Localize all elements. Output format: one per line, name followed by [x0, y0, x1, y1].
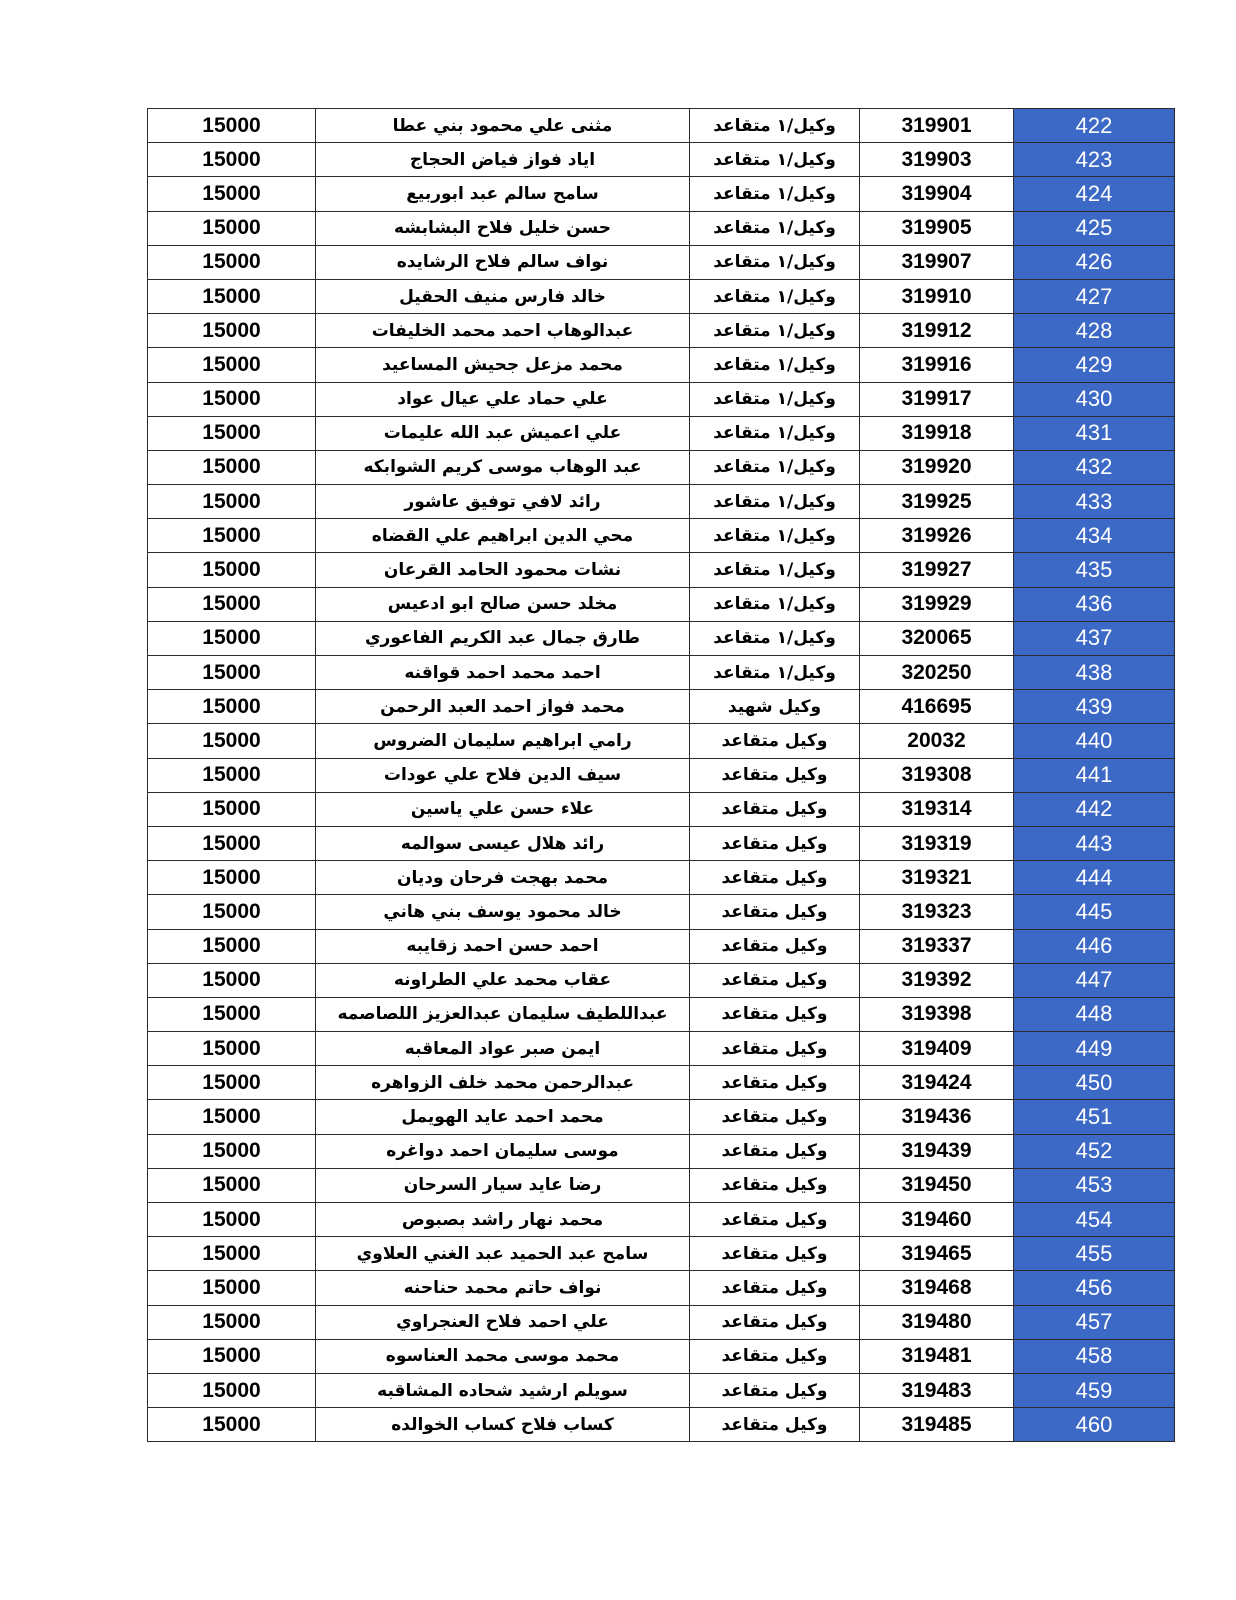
- name-cell: مثنى علي محمود بني عطا: [316, 109, 690, 143]
- id-number-cell: 319926: [860, 519, 1014, 553]
- sequence-number-cell: 439: [1014, 690, 1175, 724]
- table-row: [148, 792, 1175, 826]
- table-row: [148, 1134, 1175, 1168]
- amount-cell: 15000: [148, 1203, 316, 1237]
- rank-cell: وكيل متقاعد: [690, 1305, 860, 1339]
- name-cell: سويلم ارشيد شحاده المشاقبه: [316, 1373, 690, 1407]
- rank-cell: وكيل متقاعد: [690, 1032, 860, 1066]
- table-row: [148, 587, 1175, 621]
- name-cell: نواف حاتم محمد حناحنه: [316, 1271, 690, 1305]
- amount-cell: 15000: [148, 997, 316, 1031]
- name-cell: رائد لافي توفيق عاشور: [316, 485, 690, 519]
- table-row: [148, 826, 1175, 860]
- table-row: [148, 416, 1175, 450]
- id-number-cell: 319308: [860, 758, 1014, 792]
- amount-cell: 15000: [148, 963, 316, 997]
- amount-cell: 15000: [148, 758, 316, 792]
- table-row: [148, 1100, 1175, 1134]
- rank-cell: وكيل متقاعد: [690, 861, 860, 895]
- id-number-cell: 319485: [860, 1408, 1014, 1442]
- amount-cell: 15000: [148, 861, 316, 895]
- amount-cell: 15000: [148, 382, 316, 416]
- name-cell: عقاب محمد علي الطراونه: [316, 963, 690, 997]
- amount-cell: 15000: [148, 211, 316, 245]
- sequence-number-cell: 458: [1014, 1339, 1175, 1373]
- name-cell: خالد فارس منيف الحقيل: [316, 279, 690, 313]
- rank-cell: وكيل/١ متقاعد: [690, 348, 860, 382]
- id-number-cell: 319483: [860, 1373, 1014, 1407]
- sequence-number-cell: 423: [1014, 143, 1175, 177]
- amount-cell: 15000: [148, 895, 316, 929]
- id-number-cell: 319436: [860, 1100, 1014, 1134]
- name-cell: موسى سليمان احمد دواغره: [316, 1134, 690, 1168]
- name-cell: حسن خليل فلاح البشابشه: [316, 211, 690, 245]
- sequence-number-cell: 425: [1014, 211, 1175, 245]
- amount-cell: 15000: [148, 348, 316, 382]
- rank-cell: وكيل/١ متقاعد: [690, 587, 860, 621]
- sequence-number-cell: 438: [1014, 656, 1175, 690]
- table-row: [148, 690, 1175, 724]
- name-cell: محي الدين ابراهيم علي القضاه: [316, 519, 690, 553]
- sequence-number-cell: 422: [1014, 109, 1175, 143]
- roster-body: [148, 109, 1175, 1442]
- amount-cell: 15000: [148, 109, 316, 143]
- rank-cell: وكيل متقاعد: [690, 724, 860, 758]
- amount-cell: 15000: [148, 1100, 316, 1134]
- name-cell: نواف سالم فلاح الرشايده: [316, 245, 690, 279]
- rank-cell: وكيل متقاعد: [690, 1203, 860, 1237]
- table-row: [148, 1066, 1175, 1100]
- sequence-number-cell: 431: [1014, 416, 1175, 450]
- rank-cell: وكيل متقاعد: [690, 895, 860, 929]
- table-row: [148, 109, 1175, 143]
- amount-cell: 15000: [148, 143, 316, 177]
- sequence-number-cell: 436: [1014, 587, 1175, 621]
- name-cell: مخلد حسن صالح ابو ادعيس: [316, 587, 690, 621]
- id-number-cell: 319903: [860, 143, 1014, 177]
- id-number-cell: 320250: [860, 656, 1014, 690]
- name-cell: عبداللطيف سليمان عبدالعزيز اللصاصمه: [316, 997, 690, 1031]
- rank-cell: وكيل/١ متقاعد: [690, 314, 860, 348]
- rank-cell: وكيل متقاعد: [690, 1134, 860, 1168]
- table-row: [148, 143, 1175, 177]
- amount-cell: 15000: [148, 792, 316, 826]
- table-row: [148, 724, 1175, 758]
- sequence-number-cell: 448: [1014, 997, 1175, 1031]
- amount-cell: 15000: [148, 485, 316, 519]
- sequence-number-cell: 433: [1014, 485, 1175, 519]
- sequence-number-cell: 447: [1014, 963, 1175, 997]
- amount-cell: 15000: [148, 724, 316, 758]
- sequence-number-cell: 444: [1014, 861, 1175, 895]
- name-cell: رضا عايد سيار السرحان: [316, 1168, 690, 1202]
- sequence-number-cell: 430: [1014, 382, 1175, 416]
- sequence-number-cell: 453: [1014, 1168, 1175, 1202]
- amount-cell: 15000: [148, 314, 316, 348]
- sequence-number-cell: 455: [1014, 1237, 1175, 1271]
- sequence-number-cell: 459: [1014, 1373, 1175, 1407]
- id-number-cell: 319904: [860, 177, 1014, 211]
- name-cell: احمد حسن احمد زقايبه: [316, 929, 690, 963]
- rank-cell: وكيل/١ متقاعد: [690, 211, 860, 245]
- table-row: [148, 929, 1175, 963]
- table-row: [148, 1168, 1175, 1202]
- rank-cell: وكيل/١ متقاعد: [690, 485, 860, 519]
- rank-cell: وكيل متقاعد: [690, 758, 860, 792]
- sequence-number-cell: 440: [1014, 724, 1175, 758]
- id-number-cell: 319450: [860, 1168, 1014, 1202]
- amount-cell: 15000: [148, 1237, 316, 1271]
- table-row: [148, 1203, 1175, 1237]
- id-number-cell: 319323: [860, 895, 1014, 929]
- id-number-cell: 319905: [860, 211, 1014, 245]
- name-cell: محمد بهجت فرحان وديان: [316, 861, 690, 895]
- rank-cell: وكيل/١ متقاعد: [690, 177, 860, 211]
- rank-cell: وكيل متقاعد: [690, 963, 860, 997]
- table-row: [148, 895, 1175, 929]
- rank-cell: وكيل متقاعد: [690, 1066, 860, 1100]
- rank-cell: وكيل/١ متقاعد: [690, 279, 860, 313]
- id-number-cell: 319481: [860, 1339, 1014, 1373]
- name-cell: محمد احمد عايد الهويمل: [316, 1100, 690, 1134]
- name-cell: اياد فواز فياض الحجاج: [316, 143, 690, 177]
- id-number-cell: 320065: [860, 621, 1014, 655]
- sequence-number-cell: 432: [1014, 450, 1175, 484]
- amount-cell: 15000: [148, 587, 316, 621]
- amount-cell: 15000: [148, 177, 316, 211]
- rank-cell: وكيل متقاعد: [690, 1237, 860, 1271]
- table-row: [148, 1237, 1175, 1271]
- id-number-cell: 319918: [860, 416, 1014, 450]
- name-cell: سامح عبد الحميد عبد الغني العلاوي: [316, 1237, 690, 1271]
- rank-cell: وكيل متقاعد: [690, 997, 860, 1031]
- amount-cell: 15000: [148, 1066, 316, 1100]
- table-row: [148, 485, 1175, 519]
- name-cell: كساب فلاح كساب الخوالده: [316, 1408, 690, 1442]
- id-number-cell: 319398: [860, 997, 1014, 1031]
- name-cell: عبدالرحمن محمد خلف الزواهره: [316, 1066, 690, 1100]
- roster-table: [147, 108, 1175, 1442]
- rank-cell: وكيل متقاعد: [690, 1168, 860, 1202]
- rank-cell: وكيل متقاعد: [690, 1100, 860, 1134]
- id-number-cell: 319409: [860, 1032, 1014, 1066]
- name-cell: علي حماد علي عيال عواد: [316, 382, 690, 416]
- table-row: [148, 1305, 1175, 1339]
- id-number-cell: 319465: [860, 1237, 1014, 1271]
- table-row: [148, 621, 1175, 655]
- table-row: [148, 245, 1175, 279]
- amount-cell: 15000: [148, 690, 316, 724]
- id-number-cell: 319439: [860, 1134, 1014, 1168]
- table-row: [148, 1408, 1175, 1442]
- table-row: [148, 861, 1175, 895]
- id-number-cell: 319319: [860, 826, 1014, 860]
- name-cell: علي احمد فلاح العنجراوي: [316, 1305, 690, 1339]
- rank-cell: وكيل/١ متقاعد: [690, 450, 860, 484]
- sequence-number-cell: 428: [1014, 314, 1175, 348]
- sequence-number-cell: 443: [1014, 826, 1175, 860]
- amount-cell: 15000: [148, 1168, 316, 1202]
- table-row: [148, 348, 1175, 382]
- name-cell: محمد فواز احمد العبد الرحمن: [316, 690, 690, 724]
- rank-cell: وكيل/١ متقاعد: [690, 143, 860, 177]
- rank-cell: وكيل/١ متقاعد: [690, 416, 860, 450]
- id-number-cell: 319916: [860, 348, 1014, 382]
- sequence-number-cell: 424: [1014, 177, 1175, 211]
- table-row: [148, 1339, 1175, 1373]
- id-number-cell: 416695: [860, 690, 1014, 724]
- amount-cell: 15000: [148, 656, 316, 690]
- rank-cell: وكيل/١ متقاعد: [690, 553, 860, 587]
- amount-cell: 15000: [148, 1373, 316, 1407]
- name-cell: محمد موسى محمد العناسوه: [316, 1339, 690, 1373]
- id-number-cell: 319929: [860, 587, 1014, 621]
- name-cell: احمد محمد احمد قواقنه: [316, 656, 690, 690]
- id-number-cell: 319392: [860, 963, 1014, 997]
- name-cell: سامح سالم عبد ابوربيع: [316, 177, 690, 211]
- amount-cell: 15000: [148, 416, 316, 450]
- amount-cell: 15000: [148, 1339, 316, 1373]
- sequence-number-cell: 437: [1014, 621, 1175, 655]
- rank-cell: وكيل متقاعد: [690, 1271, 860, 1305]
- rank-cell: وكيل/١ متقاعد: [690, 245, 860, 279]
- sequence-number-cell: 456: [1014, 1271, 1175, 1305]
- amount-cell: 15000: [148, 279, 316, 313]
- sequence-number-cell: 434: [1014, 519, 1175, 553]
- amount-cell: 15000: [148, 621, 316, 655]
- amount-cell: 15000: [148, 450, 316, 484]
- rank-cell: وكيل شهيد: [690, 690, 860, 724]
- amount-cell: 15000: [148, 1134, 316, 1168]
- table-row: [148, 450, 1175, 484]
- sequence-number-cell: 457: [1014, 1305, 1175, 1339]
- table-row: [148, 519, 1175, 553]
- sequence-number-cell: 460: [1014, 1408, 1175, 1442]
- id-number-cell: 319314: [860, 792, 1014, 826]
- name-cell: عبدالوهاب احمد محمد الخليفات: [316, 314, 690, 348]
- id-number-cell: 20032: [860, 724, 1014, 758]
- rank-cell: وكيل متقاعد: [690, 792, 860, 826]
- sequence-number-cell: 427: [1014, 279, 1175, 313]
- table-row: [148, 656, 1175, 690]
- sequence-number-cell: 451: [1014, 1100, 1175, 1134]
- amount-cell: 15000: [148, 929, 316, 963]
- name-cell: طارق جمال عبد الكريم الفاعوري: [316, 621, 690, 655]
- rank-cell: وكيل/١ متقاعد: [690, 656, 860, 690]
- rank-cell: وكيل/١ متقاعد: [690, 519, 860, 553]
- table-row: [148, 382, 1175, 416]
- id-number-cell: 319907: [860, 245, 1014, 279]
- amount-cell: 15000: [148, 519, 316, 553]
- table-row: [148, 553, 1175, 587]
- sequence-number-cell: 454: [1014, 1203, 1175, 1237]
- sequence-number-cell: 426: [1014, 245, 1175, 279]
- name-cell: رامي ابراهيم سليمان الضروس: [316, 724, 690, 758]
- table-row: [148, 177, 1175, 211]
- sequence-number-cell: 452: [1014, 1134, 1175, 1168]
- rank-cell: وكيل/١ متقاعد: [690, 621, 860, 655]
- rank-cell: وكيل متقاعد: [690, 1373, 860, 1407]
- table-row: [148, 314, 1175, 348]
- name-cell: رائد هلال عيسى سوالمه: [316, 826, 690, 860]
- id-number-cell: 319910: [860, 279, 1014, 313]
- id-number-cell: 319917: [860, 382, 1014, 416]
- id-number-cell: 319480: [860, 1305, 1014, 1339]
- table-row: [148, 211, 1175, 245]
- table-row: [148, 1032, 1175, 1066]
- amount-cell: 15000: [148, 245, 316, 279]
- table-row: [148, 1373, 1175, 1407]
- id-number-cell: 319912: [860, 314, 1014, 348]
- name-cell: محمد نهار راشد بصبوص: [316, 1203, 690, 1237]
- id-number-cell: 319468: [860, 1271, 1014, 1305]
- name-cell: علاء حسن علي ياسين: [316, 792, 690, 826]
- sequence-number-cell: 435: [1014, 553, 1175, 587]
- rank-cell: وكيل/١ متقاعد: [690, 109, 860, 143]
- name-cell: نشات محمود الحامد القرعان: [316, 553, 690, 587]
- name-cell: محمد مزعل جحيش المساعيد: [316, 348, 690, 382]
- id-number-cell: 319925: [860, 485, 1014, 519]
- amount-cell: 15000: [148, 1408, 316, 1442]
- id-number-cell: 319337: [860, 929, 1014, 963]
- rank-cell: وكيل متقاعد: [690, 826, 860, 860]
- sequence-number-cell: 441: [1014, 758, 1175, 792]
- amount-cell: 15000: [148, 1305, 316, 1339]
- name-cell: علي اعميش عبد الله عليمات: [316, 416, 690, 450]
- rank-cell: وكيل متقاعد: [690, 929, 860, 963]
- id-number-cell: 319901: [860, 109, 1014, 143]
- sequence-number-cell: 445: [1014, 895, 1175, 929]
- sequence-number-cell: 449: [1014, 1032, 1175, 1066]
- id-number-cell: 319321: [860, 861, 1014, 895]
- sequence-number-cell: 450: [1014, 1066, 1175, 1100]
- table-row: [148, 758, 1175, 792]
- rank-cell: وكيل متقاعد: [690, 1408, 860, 1442]
- rank-cell: وكيل/١ متقاعد: [690, 382, 860, 416]
- rank-cell: وكيل متقاعد: [690, 1339, 860, 1373]
- table-row: [148, 963, 1175, 997]
- id-number-cell: 319424: [860, 1066, 1014, 1100]
- amount-cell: 15000: [148, 553, 316, 587]
- sequence-number-cell: 429: [1014, 348, 1175, 382]
- table-row: [148, 279, 1175, 313]
- amount-cell: 15000: [148, 1032, 316, 1066]
- name-cell: عبد الوهاب موسى كريم الشوابكه: [316, 450, 690, 484]
- id-number-cell: 319460: [860, 1203, 1014, 1237]
- amount-cell: 15000: [148, 1271, 316, 1305]
- name-cell: ايمن صبر عواد المعاقبه: [316, 1032, 690, 1066]
- name-cell: سيف الدين فلاح علي عودات: [316, 758, 690, 792]
- id-number-cell: 319927: [860, 553, 1014, 587]
- amount-cell: 15000: [148, 826, 316, 860]
- name-cell: خالد محمود يوسف بني هاني: [316, 895, 690, 929]
- id-number-cell: 319920: [860, 450, 1014, 484]
- sequence-number-cell: 442: [1014, 792, 1175, 826]
- sequence-number-cell: 446: [1014, 929, 1175, 963]
- table-row: [148, 997, 1175, 1031]
- table-row: [148, 1271, 1175, 1305]
